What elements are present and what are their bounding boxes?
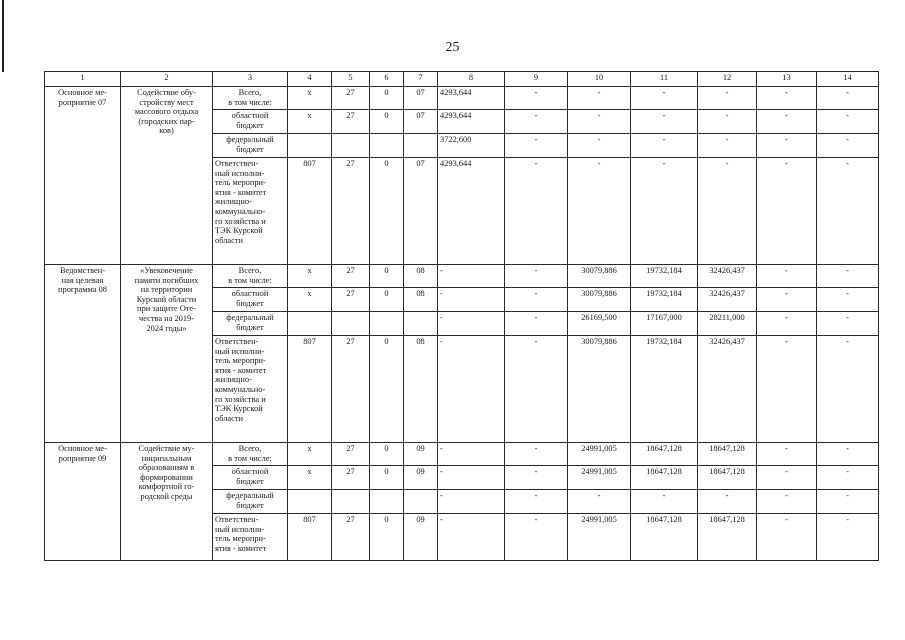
- measure-name-cell: Ведомствен- ная целевая программа 08: [45, 265, 121, 443]
- value-cell-c11: 18647,128: [631, 466, 698, 490]
- value-cell-c4: 807: [288, 336, 332, 443]
- value-cell-c7: 08: [404, 288, 438, 312]
- table-row: [45, 265, 879, 288]
- value-cell-c6: 0: [370, 265, 404, 288]
- funding-source-cell: областной бюджет: [213, 466, 288, 490]
- value-cell-c14: -: [817, 443, 879, 466]
- value-cell-c7: [404, 312, 438, 336]
- value-cell-c5: 27: [332, 158, 370, 265]
- value-cell-c4: x: [288, 87, 332, 110]
- value-cell-c5: [332, 134, 370, 158]
- value-cell-c9: -: [505, 466, 568, 490]
- value-cell-c12: 28211,000: [698, 312, 757, 336]
- value-cell-c14: -: [817, 134, 879, 158]
- value-cell-c12: -: [698, 158, 757, 265]
- value-cell-c12: -: [698, 87, 757, 110]
- value-cell-c9: -: [505, 312, 568, 336]
- value-cell-c5: 27: [332, 110, 370, 134]
- value-cell-c7: [404, 490, 438, 514]
- value-cell-c6: 0: [370, 443, 404, 466]
- value-cell-c5: 27: [332, 336, 370, 443]
- value-cell-c4: 807: [288, 514, 332, 561]
- column-number-row: [45, 72, 879, 87]
- funding-source-cell: федеральный бюджет: [213, 312, 288, 336]
- table-body: [45, 87, 879, 561]
- value-cell-c6: 0: [370, 466, 404, 490]
- value-cell-c6: 0: [370, 514, 404, 561]
- value-cell-c8: -: [438, 490, 505, 514]
- value-cell-c9: -: [505, 288, 568, 312]
- value-cell-c9: -: [505, 134, 568, 158]
- value-cell-c8: 3722,600: [438, 134, 505, 158]
- value-cell-c11: 18647,128: [631, 443, 698, 466]
- funding-source-cell: Всего, в том числе:: [213, 443, 288, 466]
- value-cell-c13: -: [757, 466, 817, 490]
- funding-source-cell: областной бюджет: [213, 288, 288, 312]
- value-cell-c12: 18647,128: [698, 466, 757, 490]
- value-cell-c14: -: [817, 87, 879, 110]
- value-cell-c7: 09: [404, 443, 438, 466]
- measure-name-cell: Основное ме- роприятие 07: [45, 87, 121, 265]
- value-cell-c6: 0: [370, 87, 404, 110]
- value-cell-c13: -: [757, 87, 817, 110]
- value-cell-c11: 18647,128: [631, 514, 698, 561]
- budget-table: [44, 71, 879, 561]
- value-cell-c10: 30079,886: [568, 336, 631, 443]
- value-cell-c9: -: [505, 265, 568, 288]
- value-cell-c12: 32426,437: [698, 288, 757, 312]
- value-cell-c14: -: [817, 466, 879, 490]
- value-cell-c4: x: [288, 443, 332, 466]
- value-cell-c9: -: [505, 443, 568, 466]
- column-header: 1: [45, 72, 121, 87]
- value-cell-c10: -: [568, 134, 631, 158]
- funding-source-cell: федеральный бюджет: [213, 490, 288, 514]
- value-cell-c10: -: [568, 110, 631, 134]
- funding-source-cell: Ответствен- ный исполни- тель меропри- ятия - комитет жилищно- коммунально- го хозяйства и ТЭК Курской области: [213, 336, 288, 443]
- value-cell-c12: 18647,128: [698, 514, 757, 561]
- value-cell-c4: [288, 134, 332, 158]
- value-cell-c7: 08: [404, 336, 438, 443]
- value-cell-c5: 27: [332, 466, 370, 490]
- value-cell-c14: -: [817, 110, 879, 134]
- value-cell-c9: -: [505, 110, 568, 134]
- value-cell-c8: -: [438, 443, 505, 466]
- value-cell-c7: 07: [404, 110, 438, 134]
- value-cell-c14: -: [817, 490, 879, 514]
- value-cell-c6: [370, 490, 404, 514]
- value-cell-c10: 26169,500: [568, 312, 631, 336]
- column-header: 13: [757, 72, 817, 87]
- value-cell-c14: -: [817, 312, 879, 336]
- measure-title-cell: «Увековечение памяти погибших на территории Курской области при защите Оте- чества на 2019- 2024 годы»: [121, 265, 213, 443]
- column-header: 7: [404, 72, 438, 87]
- value-cell-c10: 24991,005: [568, 443, 631, 466]
- value-cell-c4: x: [288, 265, 332, 288]
- value-cell-c11: -: [631, 110, 698, 134]
- value-cell-c11: 19732,184: [631, 265, 698, 288]
- value-cell-c9: -: [505, 336, 568, 443]
- value-cell-c13: -: [757, 336, 817, 443]
- value-cell-c8: -: [438, 288, 505, 312]
- value-cell-c8: 4293,644: [438, 110, 505, 134]
- column-header: 5: [332, 72, 370, 87]
- funding-source-cell: Всего, в том числе:: [213, 265, 288, 288]
- value-cell-c9: -: [505, 514, 568, 561]
- value-cell-c8: -: [438, 514, 505, 561]
- value-cell-c9: -: [505, 490, 568, 514]
- value-cell-c10: -: [568, 490, 631, 514]
- value-cell-c7: [404, 134, 438, 158]
- table-row: [45, 87, 879, 110]
- value-cell-c7: 07: [404, 158, 438, 265]
- value-cell-c10: 24991,005: [568, 514, 631, 561]
- funding-source-cell: Ответствен- ный исполни- тель меропри- ятия - комитет: [213, 514, 288, 561]
- column-header: 12: [698, 72, 757, 87]
- value-cell-c10: 30079,886: [568, 288, 631, 312]
- page-number: 25: [445, 40, 460, 55]
- value-cell-c11: -: [631, 490, 698, 514]
- value-cell-c14: -: [817, 288, 879, 312]
- value-cell-c12: -: [698, 134, 757, 158]
- value-cell-c6: 0: [370, 336, 404, 443]
- value-cell-c9: -: [505, 158, 568, 265]
- value-cell-c5: 27: [332, 265, 370, 288]
- column-header: 3: [213, 72, 288, 87]
- value-cell-c7: 09: [404, 514, 438, 561]
- column-header: 9: [505, 72, 568, 87]
- value-cell-c6: 0: [370, 158, 404, 265]
- value-cell-c4: x: [288, 288, 332, 312]
- measure-name-cell: Основное ме- роприятие 09: [45, 443, 121, 561]
- value-cell-c10: 24991,005: [568, 466, 631, 490]
- value-cell-c4: x: [288, 110, 332, 134]
- value-cell-c13: -: [757, 490, 817, 514]
- value-cell-c11: -: [631, 87, 698, 110]
- value-cell-c6: 0: [370, 288, 404, 312]
- value-cell-c7: 09: [404, 466, 438, 490]
- funding-source-cell: федеральный бюджет: [213, 134, 288, 158]
- value-cell-c6: 0: [370, 110, 404, 134]
- value-cell-c12: -: [698, 110, 757, 134]
- value-cell-c8: -: [438, 265, 505, 288]
- value-cell-c13: -: [757, 514, 817, 561]
- funding-source-cell: областной бюджет: [213, 110, 288, 134]
- value-cell-c9: -: [505, 87, 568, 110]
- value-cell-c8: -: [438, 466, 505, 490]
- value-cell-c10: -: [568, 87, 631, 110]
- column-header: 8: [438, 72, 505, 87]
- value-cell-c6: [370, 312, 404, 336]
- value-cell-c13: -: [757, 288, 817, 312]
- value-cell-c11: 19732,184: [631, 336, 698, 443]
- value-cell-c4: [288, 490, 332, 514]
- value-cell-c8: -: [438, 336, 505, 443]
- value-cell-c4: 807: [288, 158, 332, 265]
- value-cell-c14: -: [817, 158, 879, 265]
- value-cell-c10: -: [568, 158, 631, 265]
- value-cell-c14: -: [817, 514, 879, 561]
- value-cell-c14: -: [817, 336, 879, 443]
- value-cell-c5: 27: [332, 514, 370, 561]
- value-cell-c5: [332, 312, 370, 336]
- value-cell-c13: -: [757, 265, 817, 288]
- value-cell-c13: -: [757, 158, 817, 265]
- value-cell-c7: 08: [404, 265, 438, 288]
- value-cell-c11: 17167,000: [631, 312, 698, 336]
- column-header: 11: [631, 72, 698, 87]
- value-cell-c12: 18647,128: [698, 443, 757, 466]
- value-cell-c13: -: [757, 134, 817, 158]
- value-cell-c11: -: [631, 158, 698, 265]
- column-header: 6: [370, 72, 404, 87]
- margin-rule: [2, 0, 4, 72]
- value-cell-c11: 19732,184: [631, 288, 698, 312]
- value-cell-c8: 4293,644: [438, 87, 505, 110]
- table-row: [45, 443, 879, 466]
- value-cell-c5: 27: [332, 443, 370, 466]
- funding-source-cell: Ответствен- ный исполни- тель меропри- ятия - комитет жилищно- коммунально- го хозяйства и ТЭК Курской области: [213, 158, 288, 265]
- measure-title-cell: Содействие му- ниципальным образованиям в формировании комфортной го- родской среды: [121, 443, 213, 561]
- column-header: 14: [817, 72, 879, 87]
- column-header: 10: [568, 72, 631, 87]
- value-cell-c11: -: [631, 134, 698, 158]
- column-header: 2: [121, 72, 213, 87]
- value-cell-c5: 27: [332, 87, 370, 110]
- value-cell-c14: -: [817, 265, 879, 288]
- value-cell-c7: 07: [404, 87, 438, 110]
- value-cell-c4: [288, 312, 332, 336]
- value-cell-c13: -: [757, 110, 817, 134]
- funding-source-cell: Всего, в том числе:: [213, 87, 288, 110]
- value-cell-c5: 27: [332, 288, 370, 312]
- value-cell-c12: 32426,437: [698, 336, 757, 443]
- value-cell-c10: 30079,886: [568, 265, 631, 288]
- value-cell-c6: [370, 134, 404, 158]
- value-cell-c13: -: [757, 443, 817, 466]
- value-cell-c8: 4293,644: [438, 158, 505, 265]
- measure-title-cell: Содействие обу- стройству мест массового отдыха (городских пар- ков): [121, 87, 213, 265]
- value-cell-c12: 32426,437: [698, 265, 757, 288]
- column-header: 4: [288, 72, 332, 87]
- value-cell-c12: -: [698, 490, 757, 514]
- value-cell-c5: [332, 490, 370, 514]
- value-cell-c4: x: [288, 466, 332, 490]
- value-cell-c13: -: [757, 312, 817, 336]
- value-cell-c8: -: [438, 312, 505, 336]
